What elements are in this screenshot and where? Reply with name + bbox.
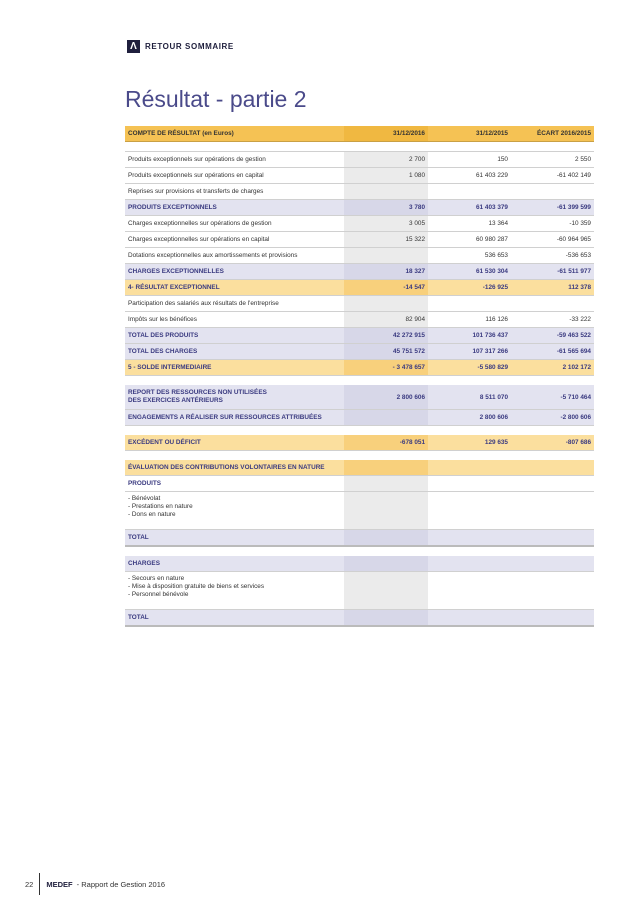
row-label — [125, 385, 344, 410]
value-ecart: -59 463 522 — [511, 328, 594, 344]
value-2016 — [344, 296, 428, 312]
value-2016 — [344, 184, 428, 200]
row-label — [125, 572, 344, 610]
row-label: Participation des salariés aux résultats de l'entreprise — [125, 296, 344, 312]
value-2016: 1 080 — [344, 168, 428, 184]
header-ecart: ÉCART 2016/2015 — [511, 126, 594, 142]
table-row — [125, 492, 594, 530]
value-2015: 536 653 — [428, 248, 511, 264]
value-2016: 18 327 — [344, 264, 428, 280]
value-2015: 61 530 304 — [428, 264, 511, 280]
value-ecart: -61 402 149 — [511, 168, 594, 184]
row-label: PRODUITS EXCEPTIONNELS — [125, 200, 344, 216]
value-2015: 101 736 437 — [428, 328, 511, 344]
row-label: ENGAGEMENTS A RÉALISER SUR RESSOURCES ATTRIBUÉES — [125, 410, 344, 426]
page-title: Résultat - partie 2 — [125, 86, 307, 112]
value-2015: -5 580 829 — [428, 360, 511, 376]
value-2016: 42 272 915 — [344, 328, 428, 344]
value-2016: 2 700 — [344, 152, 428, 168]
value-2016: 45 751 572 — [344, 344, 428, 360]
table-row — [125, 248, 594, 264]
value-ecart: 112 378 — [511, 280, 594, 296]
table-row — [125, 312, 594, 328]
value-ecart: -10 359 — [511, 216, 594, 232]
row-label: Charges exceptionnelles sur opérations de gestion — [125, 216, 344, 232]
value-ecart: -60 964 965 — [511, 232, 594, 248]
value-2015: -126 925 — [428, 280, 511, 296]
value-2015: 129 635 — [428, 435, 511, 451]
table-row — [125, 232, 594, 248]
row-label: TOTAL DES CHARGES — [125, 344, 344, 360]
value-ecart: -61 511 977 — [511, 264, 594, 280]
subtotal-row — [125, 328, 594, 344]
value-2015: 60 980 287 — [428, 232, 511, 248]
value-ecart — [511, 184, 594, 200]
value-2016: 2 800 606 — [344, 385, 428, 410]
value-2016: -14 547 — [344, 280, 428, 296]
result-table — [125, 126, 594, 627]
row-label: CHARGES — [125, 556, 344, 572]
section-header-row — [125, 460, 594, 476]
row-label — [125, 492, 344, 530]
value-ecart: -536 653 — [511, 248, 594, 264]
value-2016: - 3 478 657 — [344, 360, 428, 376]
row-label: TOTAL — [125, 610, 344, 627]
value-2015: 150 — [428, 152, 511, 168]
list-item: - Personnel bénévole — [128, 591, 189, 598]
section-header-row — [125, 556, 594, 572]
value-2015: 2 800 606 — [428, 410, 511, 426]
value-2015 — [428, 296, 511, 312]
value-2016 — [344, 248, 428, 264]
result-row — [125, 435, 594, 451]
table-row — [125, 296, 594, 312]
row-label: 5 - SOLDE INTERMEDIAIRE — [125, 360, 344, 376]
total-row — [125, 610, 594, 627]
value-2015 — [428, 184, 511, 200]
subtotal-row — [125, 410, 594, 426]
value-2015: 8 511 070 — [428, 385, 511, 410]
value-2015: 61 403 379 — [428, 200, 511, 216]
row-label: TOTAL — [125, 530, 344, 547]
row-label-line: REPORT DES RESSOURCES NON UTILISÉES — [128, 389, 267, 396]
row-label: Impôts sur les bénéfices — [125, 312, 344, 328]
value-ecart: 2 102 172 — [511, 360, 594, 376]
value-ecart: -33 222 — [511, 312, 594, 328]
table-row — [125, 152, 594, 168]
table-header-row — [125, 126, 594, 142]
value-2015: 107 317 266 — [428, 344, 511, 360]
header-2015: 31/12/2015 — [428, 126, 511, 142]
value-ecart: -61 565 694 — [511, 344, 594, 360]
row-label: Produits exceptionnels sur opérations de gestion — [125, 152, 344, 168]
row-label: 4- RÉSULTAT EXCEPTIONNEL — [125, 280, 344, 296]
header-label: COMPTE DE RÉSULTAT (en Euros) — [125, 126, 344, 142]
result-row — [125, 360, 594, 376]
list-item: - Secours en nature — [128, 575, 185, 582]
subtotal-row — [125, 264, 594, 280]
table-row — [125, 216, 594, 232]
value-2016: 3 005 — [344, 216, 428, 232]
list-item: - Prestations en nature — [128, 503, 193, 510]
list-item: - Bénévolat — [128, 495, 161, 502]
value-2015: 116 126 — [428, 312, 511, 328]
value-2016: 82 904 — [344, 312, 428, 328]
value-2016: 15 322 — [344, 232, 428, 248]
footer-brand: MEDEF — [46, 879, 73, 889]
value-2015: 61 403 229 — [428, 168, 511, 184]
footer-text: - Rapport de Gestion 2016 — [74, 879, 166, 889]
row-label: EXCÉDENT OU DÉFICIT — [125, 435, 344, 451]
page-footer — [25, 873, 165, 895]
row-label: Reprises sur provisions et transferts de charges — [125, 184, 344, 200]
result-row — [125, 280, 594, 296]
row-label: CHARGES EXCEPTIONNELLES — [125, 264, 344, 280]
value-2015: 13 364 — [428, 216, 511, 232]
row-label: PRODUITS — [125, 476, 344, 492]
retour-sommaire-label[interactable]: RETOUR SOMMAIRE — [145, 42, 234, 51]
total-row — [125, 530, 594, 547]
retour-sommaire-link[interactable] — [127, 40, 234, 53]
table-row — [125, 168, 594, 184]
subtotal-row — [125, 344, 594, 360]
row-label-line: DES EXERCICES ANTÉRIEURS — [128, 397, 223, 404]
list-item: - Mise à disposition gratuite de biens et services — [128, 583, 265, 590]
list-item: - Dons en nature — [128, 511, 176, 518]
footer-divider — [39, 873, 40, 895]
value-ecart: -807 686 — [511, 435, 594, 451]
subtotal-row — [125, 385, 594, 410]
subtotal-row — [125, 200, 594, 216]
value-ecart: -5 710 464 — [511, 385, 594, 410]
header-2016: 31/12/2016 — [344, 126, 428, 142]
page-number: 22 — [25, 879, 34, 889]
row-label: Charges exceptionnelles sur opérations en capital — [125, 232, 344, 248]
row-label: TOTAL DES PRODUITS — [125, 328, 344, 344]
row-label: Produits exceptionnels sur opérations en capital — [125, 168, 344, 184]
value-ecart: 2 550 — [511, 152, 594, 168]
value-2016 — [344, 410, 428, 426]
row-label: Dotations exceptionnelles aux amortissements et provisions — [125, 248, 344, 264]
value-2016: 3 780 — [344, 200, 428, 216]
value-ecart — [511, 296, 594, 312]
caret-up-icon[interactable]: Λ — [127, 40, 140, 53]
table-row — [125, 476, 594, 492]
table-row — [125, 572, 594, 610]
row-label: ÉVALUATION DES CONTRIBUTIONS VOLONTAIRES EN NATURE — [125, 460, 344, 476]
value-ecart: -2 800 606 — [511, 410, 594, 426]
value-ecart: -61 399 599 — [511, 200, 594, 216]
table-row — [125, 184, 594, 200]
value-2016: -678 051 — [344, 435, 428, 451]
